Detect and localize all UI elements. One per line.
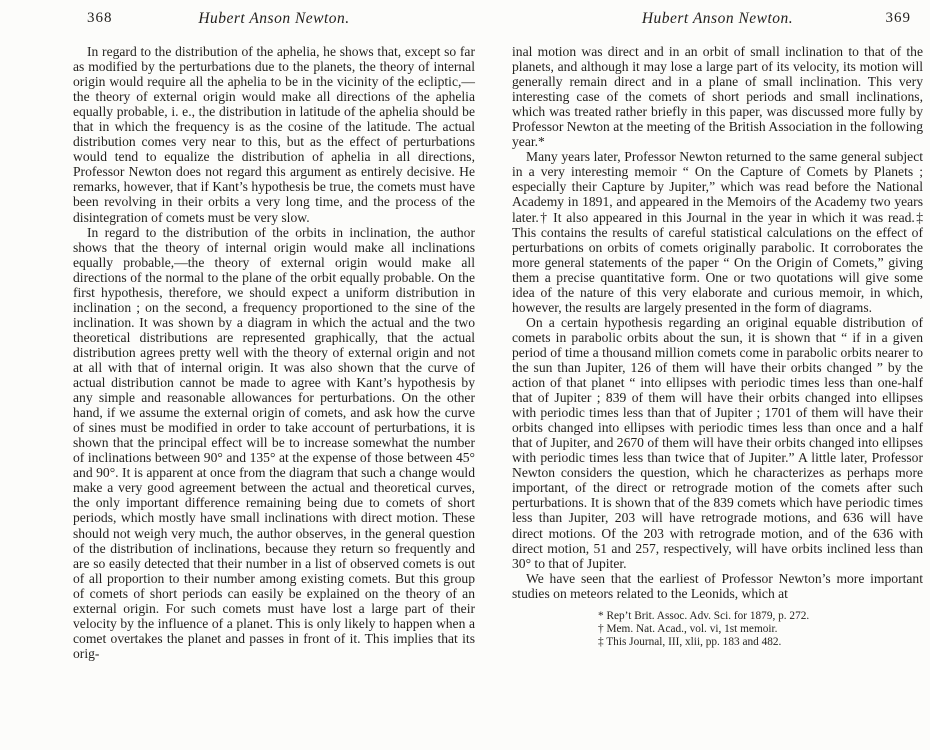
footnotes	[512, 610, 923, 650]
page-number-368: 368	[87, 10, 113, 26]
paragraph-aphelia-distribution: In regard to the distribution of the aphelia, he shows that, except so far as modified by the perturbations due to the planets, the theory of internal origin would require all the aphelia to be in the vicinity of the ecliptic,—the theory of external origin would make all directions of the aphelia equally probable, i. e., the distribution in latitude of the aphelia should be that in which the frequency is as the cosine of the latitude. The actual distribution comes very near to this, but as the effect of perturbations would tend to equalize the distribution of aphelia in all directions, Professor Newton does not regard this argument as entirely decisive. He remarks, however, that if Kant’s hypothesis be true, the comets must have been revolving in their orbits a very long time, and the process of the disintegration of comets must be very slow.	[73, 44, 475, 225]
paragraph-inclination-distribution: In regard to the distribution of the orbits in inclination, the author shows that the theory of internal origin would make all inclinations equally probable,—the theory of external origin would make all directions of the normal to the plane of the orbit equally probable. On the first hypothesis, therefore, we should expect a uniform distribution in inclination ; on the second, a frequency proportioned to the sine of the inclination. It was shown by a diagram in which the actual and the two theoretical distributions are represented graphically, that the actual distribution agrees pretty well with the theory of external origin and not at all with that of internal origin. It was also shown that the curve of actual distribution cannot be made to agree with Kant’s hypothesis by any simple and reasonable allowances for perturbations. On the other hand, if we assume the external origin of comets, and ask how the curve of sines must be modified in order to take account of perturbations, it is shown that the principal effect will be to increase somewhat the number of inclinations between 90° and 135° at the expense of those between 45° and 90°. It is apparent at once from the diagram that such a change would make a very good agreement between the actual and theoretical curves, the only important difference remaining being due to comets of short periods, which mostly have small inclinations with direct motion. These should not weigh very much, the author observes, in the general question of the distribution of inclinations, because they return so frequently and are so easily detected that their number in a list of observed comets is out of all proportion to their number among existing comets. But this group of comets of short periods can easily be explained on the theory of an external origin. For such comets must have lost a large part of their velocity by the influence of a planet. This is only likely to happen when a comet overtakes the planet and passes in front of it. This implies that its orig-	[73, 224, 475, 661]
paragraph-continuation-direct-motion: inal motion was direct and in an orbit of small inclination to that of the planets, and although it may lose a large part of its velocity, its motion will generally remain direct and in a plane of small inclination. This very interesting case of the comets of short periods and small inclinations, which was treated rather briefly in this paper, was discussed more fully by Professor Newton at the meeting of the British Association in the following year.*	[512, 44, 923, 150]
page-369	[512, 10, 923, 649]
page-number-369: 369	[885, 10, 911, 26]
footnote-brit-assoc: * Rep’t Brit. Assoc. Adv. Sci. for 1879, p. 272.	[598, 609, 810, 622]
running-head-title-left: Hubert Anson Newton.	[198, 10, 350, 27]
footnote-this-journal: ‡ This Journal, III, xlii, pp. 183 and 482.	[598, 636, 782, 649]
paragraph-capture-of-comets-memoir: Many years later, Professor Newton returned to the same general subject in a very interesting memoir “ On the Capture of Comets by Planets ; especially their Capture by Jupiter,” which was read before the National Academy in 1891, and appeared in the Memoirs of the Academy two years later.† It also appeared in this Journal in the year in which it was read.‡ This contains the results of careful statistical calculations on the effect of perturbations on orbits of comets originally parabolic. It corroborates the more general statements of the paper “ On the Origin of Comets,” giving them a precise quantitative form. One or two quotations will give some idea of the nature of this very elaborate and curious memoir, in which, however, the results are largely presented in the form of diagrams.	[512, 149, 923, 315]
page-368	[73, 10, 475, 661]
running-header-right	[512, 10, 923, 30]
footnote-mem-nat-acad: † Mem. Nat. Acad., vol. vi, 1st memoir.	[598, 622, 778, 635]
paragraph-parabolic-orbits-hypothesis: On a certain hypothesis regarding an original equable distribution of comets in parabolic orbits about the sun, it is shown that “ if in a given period of time a thousand million comets come in parabolic orbits nearer to the sun than Jupiter, 126 of them will have their orbits changed ” by the action of that planet “ into ellipses with periodic times less than one-half that of Jupiter ; 839 of them will have their orbits changed into ellipses with periodic times less than that of Jupiter ; 1701 of them will have their orbits changed into ellipses with periodic times less than once and a half that of Jupiter, and 2670 of them will have their orbits changed into ellipses with periodic times less than twice that of Jupiter.” A little later, Professor Newton considers the question, which he characterizes as perhaps more important, of the direct or retrograde motion of the comets after such perturbations. It is shown that of the 839 comets which have periodic times less than Jupiter, 203 will have retrograde motions, and 636 will have direct motions. Of the 203 with retrograde motion, and of the 636 with direct motion, 51 and 257, respectively, will have orbits inclined less than 30° to that of Jupiter.	[512, 314, 923, 571]
right-column-text	[512, 44, 923, 601]
running-head-title-right: Hubert Anson Newton.	[641, 10, 794, 27]
running-header-left	[73, 10, 475, 30]
paragraph-leonids-transition: We have seen that the earliest of Professor Newton’s more important studies on meteors related to the Leonids, which at	[512, 570, 923, 601]
left-column-text	[73, 44, 475, 661]
